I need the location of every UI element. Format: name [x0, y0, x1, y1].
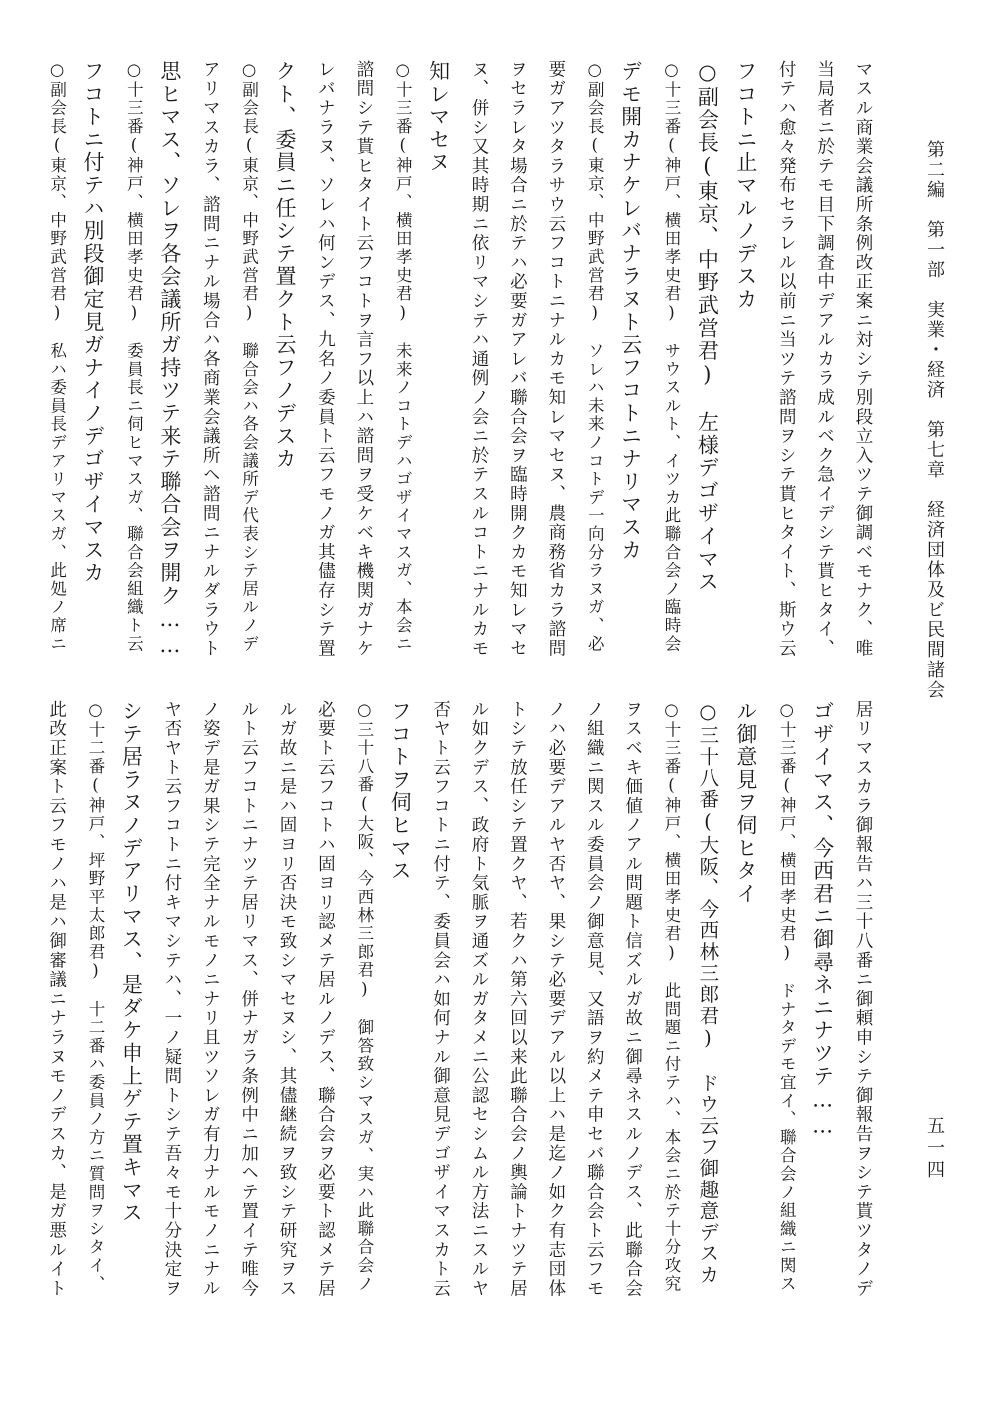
text-line: ゴザイマス、今西君ニ御尋ネニナツテ……: [810, 700, 835, 1140]
text-line: ○三十八番(大阪、今西林三郎君) ドウ云フ御趣意デスカ: [696, 700, 720, 1286]
text-line: フコトニ止マルノデスカ: [733, 60, 758, 311]
text-line: 此改正案ト云フモノハ是ハ御審議ニナラヌモノデスカ、是ガ悪ルイト: [46, 700, 67, 1299]
text-line: 否ヤト云フコトニ付テ、委員会ハ如何ナル御意見デゴザイマスカト云: [430, 700, 451, 1299]
text-line: ノハ必要デアルヤ否ヤ、果シテ必要デアル以上ハ是迄ノ如ク有志団体: [545, 700, 566, 1299]
text-line: クト、委員ニ任シテ置クト云フノデスカ: [273, 60, 297, 471]
text-line: ノ姿デ是ガ果シテ完全ナルモノニナリ且ツソレガ有力ナルモノニナル: [200, 700, 221, 1299]
text-line: ヤ否ヤト云フコトニ付キマシテハ、一ノ疑問トシテ吾々モ十分決定ヲ: [161, 700, 182, 1299]
text-line: ○十三番(神戸、横田孝史君) 此問題ニ付テハ、本会ニ於テ十分攻究: [662, 700, 681, 1294]
text-line: ヲセラレタ場合ニ於テハ必要ガアレバ聯合会ヲ臨時開クカモ知レマセ: [507, 60, 528, 659]
text-line: 付テハ愈々発布セラレル以前ニ当ツテ諮問ヲシテ貰ヒタイト、斯ウ云: [776, 60, 797, 659]
text-line: マスル商業会議所条例改正案ニ対シテ別段立入ツテ御調ベモナク、唯: [853, 60, 873, 659]
text-line: シテ居ラヌノデアリマス、是ダケ申上ゲテ置キマス: [119, 700, 144, 1225]
text-line: ○十三番(神戸、横田孝史君) 委員長ニ伺ヒマスガ、聯合会組織ト云: [124, 60, 144, 654]
text-line: デモ開カナケレバナラヌト云フコトニナリマスカ: [618, 60, 643, 562]
text-line: 必要ト云フコトハ固ヨリ認メテ居ルノデス、聯合会ヲ必要ト認メテ居: [315, 700, 336, 1299]
text-line: ル御意見ヲ伺ヒタイ: [733, 700, 758, 906]
text-line: フコトヲ伺ヒマス: [388, 700, 413, 883]
page-number: 五一四: [924, 1116, 945, 1182]
text-line: 居リマスカラ御報告ハ三十八番ニ御頼申シテ御報告ヲシテ貰ツタノデ: [853, 700, 873, 1299]
running-head: 第二編 第一部 実業・経済 第七章 経済団体及ビ民間諸会: [924, 140, 945, 700]
text-line: ヲスベキ価値ノアル問題ト信ズルガ故ニ御尋ネスルノデス、此聯合会: [622, 700, 643, 1299]
text-line: ノ組織ニ関スル委員会ノ御意見、又語ヲ約メテ申セバ聯合会ト云フモ: [584, 700, 605, 1299]
text-line: ○副会長(東京、中野武営君) 私ハ委員長デアリマスガ、此処ノ席ニ: [47, 60, 67, 654]
text-line: ヌ、併シ又其時期ニ依リマシテハ通例ノ会ニ於テスルコトニナルカモ: [469, 60, 489, 659]
text-line: レバナラヌ、ソレハ何ンデス、九名ノ委員ト云フモノガ其儘存シテ置: [315, 60, 336, 659]
text-line: ○十三番(神戸、横田孝史君) 未来ノコトデハゴザイマスガ、本会ニ: [393, 60, 413, 654]
text-line: ○副会長(東京、中野武営君) 聯合会ハ各会議所デ代表シテ居ルノデ: [239, 60, 259, 654]
text-line: ○副会長(東京、中野武営君) ソレハ未来ノコトデ一向分ラヌガ、必: [585, 60, 605, 654]
text-line: フコトニ付テハ別段御定見ガナイノデゴザイマスカ: [81, 60, 105, 585]
text-line: ル如クデス、政府ト気脈ヲ通ズルガタメニ公認セシムル方法ニスルヤ: [469, 700, 489, 1299]
text-line: アリマスカラ、諮問ニナル場合ハ各商業会議所ヘ諮問ニナルダラウト: [200, 60, 221, 659]
text-line: 思ヒマス、ソレヲ各会議所ガ持ツテ来テ聯合会ヲ開ク……: [157, 60, 182, 659]
text-line: トシテ放任シテ置クヤ、若クハ第六回以来此聯合会ノ輿論トナツテ居: [507, 700, 528, 1299]
text-line: ○副会長(東京、中野武営君) 左様デゴザイマス: [695, 60, 720, 594]
text-line: ○十二番(神戸、坪野平太郎君) 十二番ハ委員ノ方ニ質問ヲシタイ、: [86, 700, 105, 1294]
text-line: ○十三番(神戸、横田孝史君) ドナタデモ宜イ、聯合会ノ組織ニ関ス: [777, 700, 797, 1294]
text-line: 諮問シテ貰ヒタイト云フコトヲ言フ以上ハ諮問ヲ受ケベキ機関ガナケ: [353, 60, 374, 659]
text-line: ○十三番(神戸、横田孝史君) サウスルト、イツカ此聯合会ノ臨時会: [662, 60, 681, 654]
text-line: 要ガアツタラサウ云フコトニナルカモ知レマセヌ、農商務省カラ諮問: [545, 60, 566, 659]
text-line: 当局者ニ於テモ目下調査中デアルカラ成ルベク急イデシテ貰ヒタイ、: [814, 60, 835, 659]
text-line: 知レマセヌ: [426, 60, 451, 174]
text-line: ルト云フコトニナツテ居リマス、併ナガラ条例中ニ加ヘテ置イテ唯今: [238, 700, 259, 1299]
text-line: ○三十八番(大阪、今西林三郎君) 御答致シマスガ、実ハ此聯合会ノ: [354, 700, 374, 1294]
text-line: ルガ故ニ是ハ固ヨリ否決モ致シマセヌシ、其儘継続ヲ致シテ研究ヲス: [277, 700, 297, 1299]
